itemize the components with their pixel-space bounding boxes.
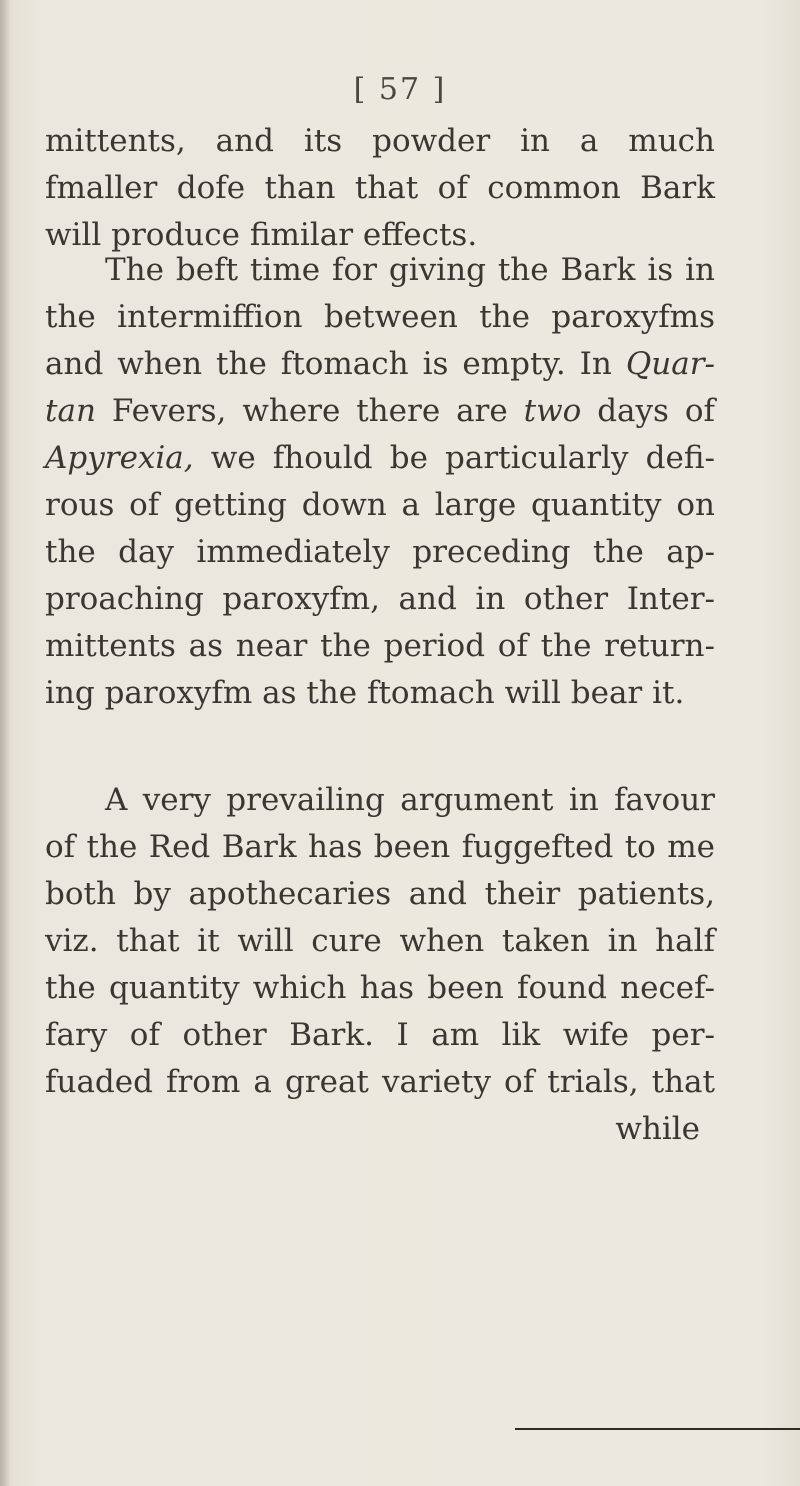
text-line: the quantity which has been found necef- xyxy=(45,970,715,1006)
italic-text: two xyxy=(523,393,582,429)
text-line: the intermiffion between the paroxyfms xyxy=(45,299,715,335)
text-line xyxy=(45,388,715,435)
page-edge-rule xyxy=(515,1428,800,1430)
text-line: both by apothecaries and their patients, xyxy=(45,876,715,912)
catchword: while xyxy=(615,1111,700,1147)
text-line: viz. that it will cure when taken in half xyxy=(45,923,715,959)
page-number-header: [ 57 ] xyxy=(353,72,447,107)
text-line: fary of other Bark. I am lik wife per- xyxy=(45,1017,715,1053)
text-line: mittents, and its powder in a much xyxy=(45,123,715,159)
text-segment: days of xyxy=(597,393,715,429)
text-line: proaching paroxyfm, and in other Inter- xyxy=(45,581,715,617)
text-line: of the Red Bark has been fuggefted to me xyxy=(45,829,715,865)
text-line xyxy=(45,341,715,388)
text-line xyxy=(45,435,715,482)
paragraph-2 xyxy=(45,247,715,717)
text-line: ing paroxyfm as the ftomach will bear it. xyxy=(45,675,685,711)
text-line: mittents as near the period of the return- xyxy=(45,628,715,664)
text-line: The beft time for giving the Bark is in xyxy=(105,252,715,288)
italic-text: tan xyxy=(45,393,96,429)
text-segment: we fhould be particularly defi- xyxy=(210,440,715,476)
italic-text: Quar- xyxy=(625,346,715,382)
italic-text: Apyrexia, xyxy=(45,440,194,476)
text-line: rous of getting down a large quantity on xyxy=(45,487,715,523)
text-line: A very prevailing argument in favour xyxy=(105,782,715,818)
text-segment: and when the ftomach is empty. In xyxy=(45,346,612,382)
text-line: fuaded from a great variety of trials, that xyxy=(45,1064,715,1100)
text-line: the day immediately preceding the ap- xyxy=(45,534,715,570)
text-segment: Fevers, where there are xyxy=(111,393,508,429)
page-gutter-shadow xyxy=(0,0,10,1486)
text-line: fmaller dofe than that of common Bark xyxy=(45,170,715,206)
paragraph-1 xyxy=(45,118,715,259)
paragraph-3 xyxy=(45,777,715,1153)
text-line: will produce fimilar effects. xyxy=(45,217,478,253)
